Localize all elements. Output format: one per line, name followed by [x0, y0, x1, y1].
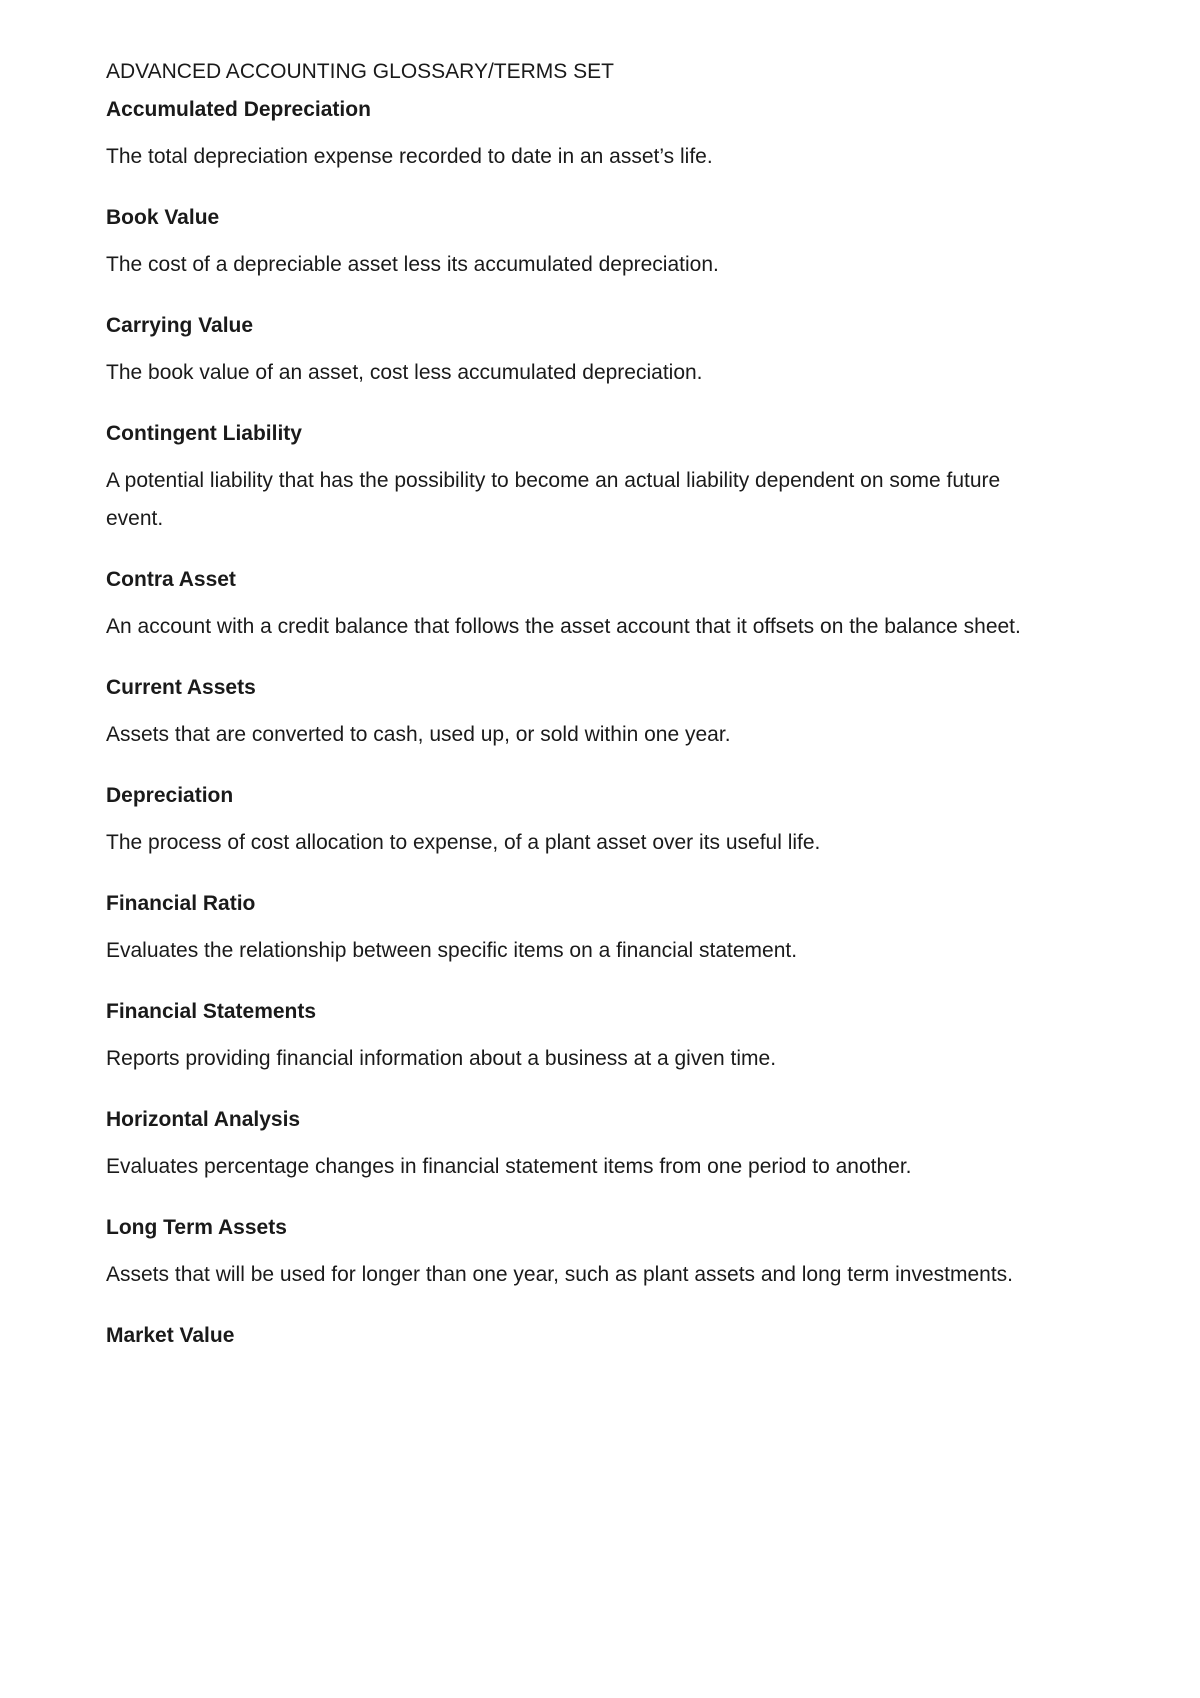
glossary-entry: [106, 1106, 1056, 1186]
glossary-definition: An account with a credit balance that follows the asset account that it offsets on the balance sheet.: [106, 615, 1021, 638]
glossary-term: Financial Ratio: [106, 892, 256, 915]
glossary-definition: Reports providing financial information about a business at a given time.: [106, 1047, 777, 1070]
glossary-definition: The book value of an asset, cost less accumulated depreciation.: [106, 361, 703, 384]
document-content: [106, 58, 1056, 1378]
glossary-entry: [106, 566, 1056, 646]
glossary-term: Book Value: [106, 206, 220, 229]
glossary-definition: Evaluates the relationship between specific items on a financial statement.: [106, 939, 798, 962]
glossary-definition: The cost of a depreciable asset less its accumulated depreciation.: [106, 253, 719, 276]
glossary-entry: [106, 204, 1056, 284]
glossary-definition: A potential liability that has the possibility to become an actual liability dependent on some future event.: [106, 469, 1001, 530]
glossary-term: Long Term Assets: [106, 1216, 287, 1239]
glossary-definition: Assets that are converted to cash, used up, or sold within one year.: [106, 723, 731, 746]
glossary-definition: The process of cost allocation to expense, of a plant asset over its useful life.: [106, 831, 821, 854]
glossary-entry: [106, 96, 1056, 176]
glossary-term: Current Assets: [106, 676, 256, 699]
glossary-entry: [106, 312, 1056, 392]
glossary-term: Contingent Liability: [106, 422, 302, 445]
glossary-term: Accumulated Depreciation: [106, 98, 371, 121]
glossary-term: Depreciation: [106, 784, 234, 807]
glossary-entry: [106, 1322, 1056, 1350]
glossary-entry: [106, 782, 1056, 862]
glossary-entry: [106, 890, 1056, 970]
document-title: ADVANCED ACCOUNTING GLOSSARY/TERMS SET: [106, 60, 614, 83]
glossary-entry: [106, 998, 1056, 1078]
glossary-entry: [106, 1214, 1056, 1294]
glossary-term: Horizontal Analysis: [106, 1108, 301, 1131]
glossary-term: Contra Asset: [106, 568, 236, 591]
glossary-definition: Evaluates percentage changes in financial statement items from one period to another.: [106, 1155, 912, 1178]
glossary-term: Carrying Value: [106, 314, 254, 337]
glossary-term: Market Value: [106, 1324, 235, 1347]
glossary-definition: Assets that will be used for longer than one year, such as plant assets and long term investments.: [106, 1263, 1013, 1286]
glossary-term: Financial Statements: [106, 1000, 317, 1023]
glossary-entry: [106, 674, 1056, 754]
glossary-definition: The total depreciation expense recorded to date in an asset’s life.: [106, 145, 713, 168]
glossary-entry: [106, 420, 1056, 538]
